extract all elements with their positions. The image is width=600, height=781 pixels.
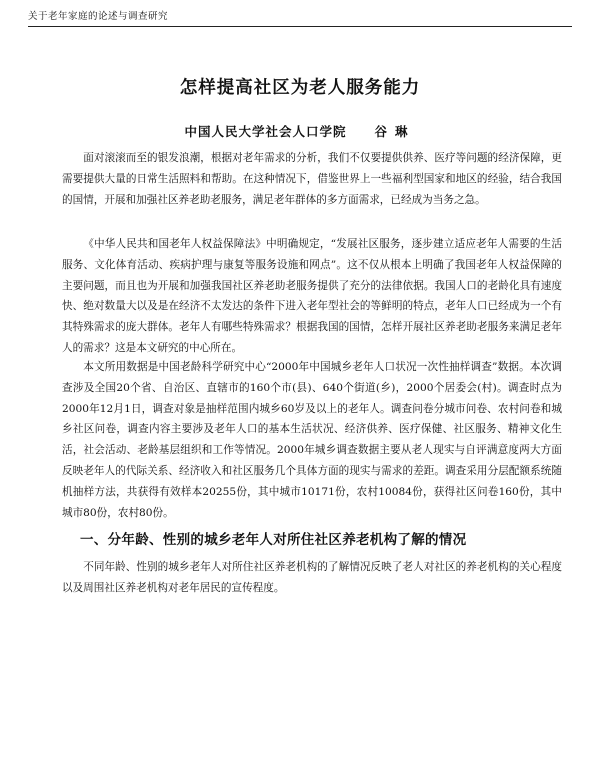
section-heading: 一、分年龄、性别的城乡老年人对所住社区养老机构了解的情况	[80, 532, 467, 548]
byline	[0, 122, 600, 140]
article-title: 怎样提高社区为老人服务能力	[179, 78, 421, 98]
author-affiliation: 中国人民大学社会人口学院	[184, 124, 347, 139]
author-name: 谷琳	[374, 124, 416, 139]
body-paragraph: 《中华人民共和国老年人权益保障法》中明确规定，“发展社区服务，逐步建立适应老年人需要的生活服务、文化体育活动、疾病护理与康复等服务设施和网点”。这不仅从根本上明确了我国老年人权益保障的主要问题，而且也为开展和加强我国社区养老助老服务提供了充分的法律依据。我国人口的老龄化具有速度快、绝对数量大以及是在经济不太发达的条件下进入老年型社会的等鲜明的特点，老年人口已经成为一个有其特殊需求的庞大群体。老年人有哪些特殊需求？根据我国的国情，怎样开展社区养老助老服务来满足老年人的需求？这是本文研究的中心所在。	[62, 238, 562, 354]
body-paragraph: 面对滚滚而至的银发浪潮，根据对老年需求的分析，我们不仅要提供供养、医疗等问题的经济保障，更需要提供大量的日常生活照料和帮助。在这种情况下，借鉴世界上一些福利型国家和地区的经验，结合我国的国情，开展和加强社区养老助老服务，满足老年群体的多方面需求，已经成为当务之急。	[62, 152, 562, 206]
body-paragraph: 本文所用数据是中国老龄科学研究中心“2000年中国城乡老年人口状况一次性抽样调查”数据。本次调查涉及全国20个省、自治区、直辖市的160个市(县)、640个街道(乡)，2000个居委会(村)。调查时点为2000年12月1日，调查对象是抽样范围内城乡60岁及以上的老年人。调查问卷分城市问卷、农村问卷和城乡社区问卷，调查内容主要涉及老年人口的基本生活状况、经济供养、医疗保健、社区服务、精神文化生活，社会活动、老龄基层组织和工作等情况。2000年城乡调查数据主要从老人现实与自评满意度两大方面反映老年人的代际关系、经济收入和社区服务几个具体方面的现实与需求的差距。调查采用分层配额系统随机抽样方法，共获得有效样本20255份，其中城市10171份，农村10084份，获得社区问卷160份，其中城市80份，农村80份。	[62, 361, 562, 519]
running-header: 关于老年家庭的论述与调查研究	[28, 8, 572, 27]
section-paragraph: 不同年龄、性别的城乡老年人对所住社区养老机构的了解情况反映了老人对社区的养老机构的关心程度以及周围社区养老机构对老年居民的宣传程度。	[62, 561, 562, 594]
